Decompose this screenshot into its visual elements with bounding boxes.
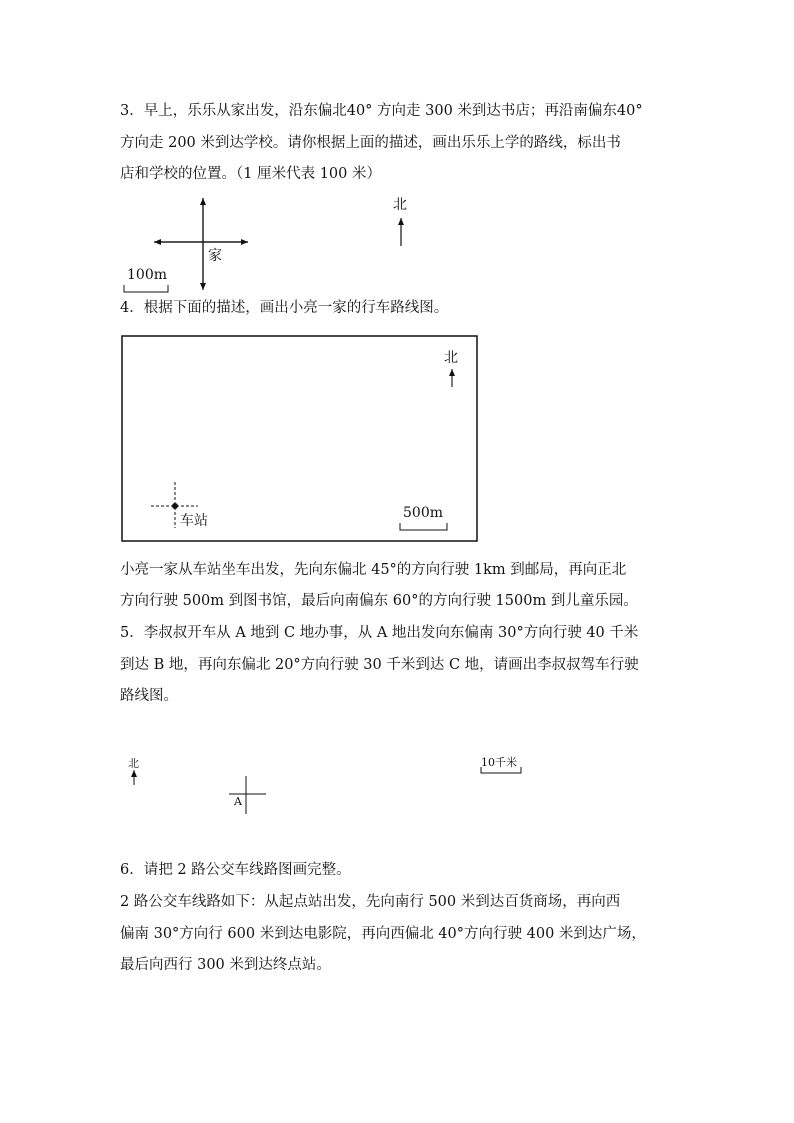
q3-line-1: 3．早上，乐乐从家出发，沿东偏北40° 方向走 300 米到达书店；再沿南偏东40° <box>120 103 643 119</box>
q5-north-label: 北 <box>128 757 139 770</box>
q5-line-2: 到达 B 地，再向东偏北 20°方向行驶 30 千米到达 C 地，请画出李叔叔驾车行驶 <box>120 657 639 673</box>
q4-desc-line-1: 小亮一家从车站坐车出发，先向东偏北 45°的方向行驶 1km 到邮局，再向正北 <box>120 562 627 578</box>
q5-scale-label: 10千米 <box>481 756 517 769</box>
q6-line-1: 6．请把 2 路公交车线路图画完整。 <box>120 862 351 878</box>
q4-scale-label: 500m <box>403 505 443 521</box>
q3-line-2: 方向走 200 米到达学校。请你根据上面的描述，画出乐乐上学的路线，标出书 <box>120 135 621 151</box>
q6-line-2: 2 路公交车线路如下：从起点站出发，先向南行 500 米到达百货商场，再向西 <box>120 894 621 910</box>
q4-title: 4．根据下面的描述，画出小亮一家的行车路线图。 <box>120 300 449 316</box>
q4-scale-bar <box>400 523 447 530</box>
q4-station-dot <box>172 503 178 509</box>
q5-line-1: 5．李叔叔开车从 A 地到 C 地办事，从 A 地出发向东偏南 30°方向行驶 40 千米 <box>120 625 639 641</box>
q5-line-3: 路线图。 <box>120 688 178 704</box>
q3-north-label: 北 <box>393 197 407 213</box>
q5-point-a-label: A <box>234 795 242 808</box>
q3-scale-label: 100m <box>127 267 167 283</box>
q3-line-3: 店和学校的位置。（1 厘米代表 100 米） <box>120 166 381 182</box>
q4-north-label: 北 <box>444 350 458 366</box>
q3-scale-bar <box>124 285 168 292</box>
q4-station-label: 车站 <box>180 513 208 529</box>
q6-line-4: 最后向西行 300 米到达终点站。 <box>120 957 331 973</box>
q6-line-3: 偏南 30°方向行 600 米到达电影院，再向西偏北 40°方向行驶 400 米到达广场， <box>120 926 646 942</box>
q3-home-label: 家 <box>208 248 222 264</box>
q4-desc-line-2: 方向行驶 500m 到图书馆，最后向南偏东 60°的方向行驶 1500m 到儿童乐园。 <box>120 593 638 609</box>
